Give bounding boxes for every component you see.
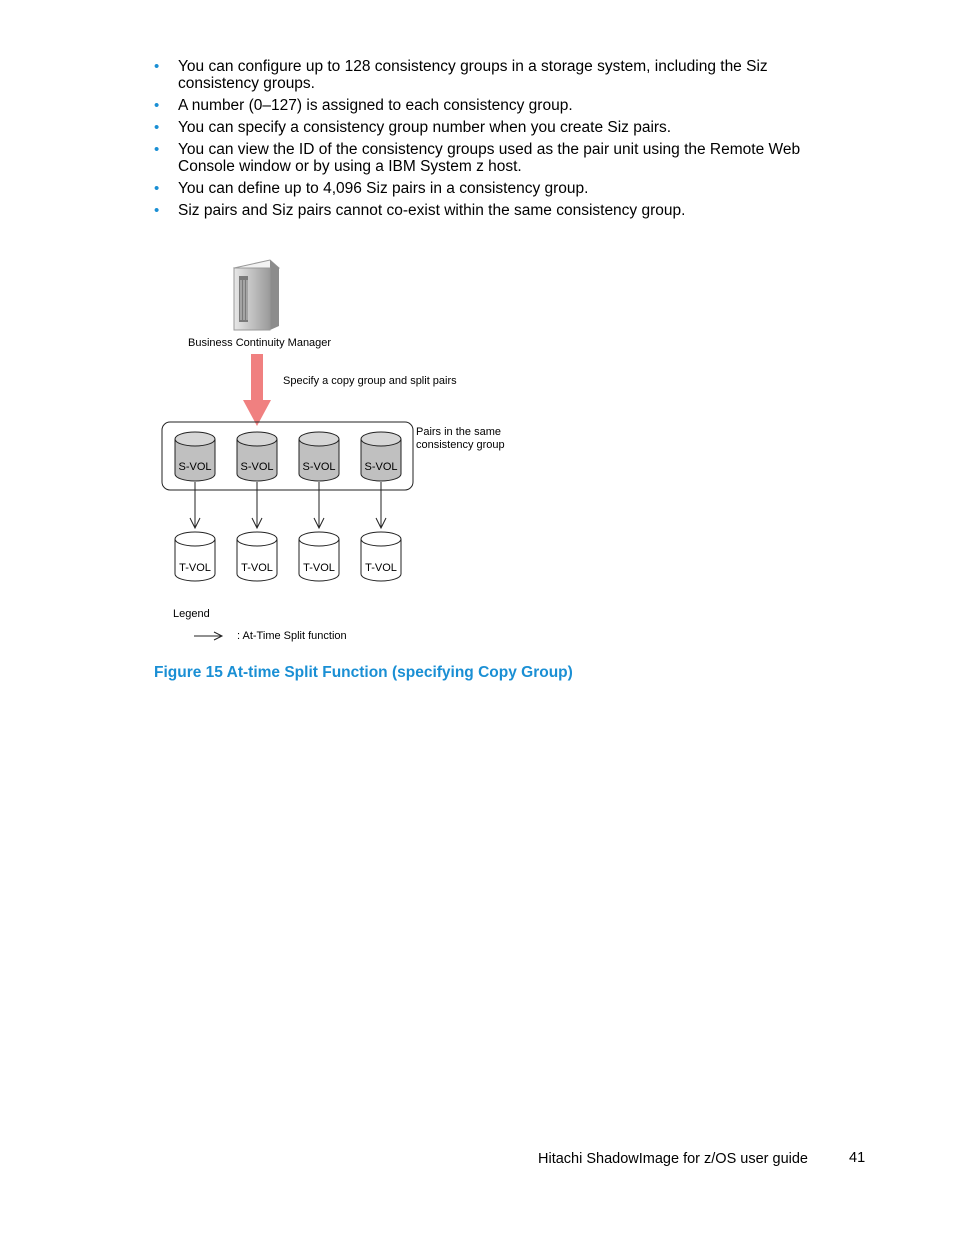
svol-cylinder <box>175 432 215 481</box>
svol-label: S-VOL <box>178 461 212 473</box>
bullet-item <box>152 97 842 114</box>
group-label-line1: Pairs in the same <box>416 426 501 438</box>
group-label-line2: consistency group <box>416 439 505 451</box>
tvol-cylinder <box>361 532 401 581</box>
bullet-item <box>152 119 842 136</box>
split-request-arrow <box>243 354 271 426</box>
server-icon <box>234 260 279 330</box>
svol-label: S-VOL <box>240 461 274 473</box>
svol-cylinder <box>361 432 401 481</box>
bullet-item <box>152 202 842 219</box>
manager-label: Business Continuity Manager <box>188 337 332 349</box>
bullet-icon: • <box>154 180 160 197</box>
action-label: Specify a copy group and split pairs <box>283 375 457 387</box>
footer-title: Hitachi ShadowImage for z/OS user guide <box>538 1151 808 1167</box>
bullet-item <box>152 141 842 175</box>
bullet-icon: • <box>154 58 160 75</box>
tvol-label: T-VOL <box>303 562 335 574</box>
bullet-item <box>152 180 842 197</box>
split-arrow <box>376 482 386 528</box>
bullet-icon: • <box>154 97 160 114</box>
bullet-icon: • <box>154 119 160 136</box>
split-arrow <box>190 482 200 528</box>
legend-arrow-icon <box>194 632 222 640</box>
split-arrow <box>252 482 262 528</box>
bullet-text: Siz pairs and Siz pairs cannot co-exist within the same consistency group. <box>178 202 686 219</box>
figure-caption: Figure 15 At-time Split Function (specifying Copy Group) <box>154 664 573 681</box>
bullet-list <box>152 58 842 224</box>
tvol-label: T-VOL <box>179 562 211 574</box>
bullet-text: You can view the ID of the consistency groups used as the pair unit using the Remote Web Console window or by using a IBM System z host. <box>178 141 801 175</box>
svol-cylinder <box>237 432 277 481</box>
split-arrow <box>314 482 324 528</box>
tvol-label: T-VOL <box>365 562 397 574</box>
legend-title: Legend <box>173 608 210 620</box>
bullet-text: You can define up to 4,096 Siz pairs in a consistency group. <box>178 180 589 197</box>
tvol-cylinder <box>237 532 277 581</box>
bullet-text: You can specify a consistency group number when you create Siz pairs. <box>178 119 672 136</box>
svol-label: S-VOL <box>364 461 398 473</box>
bullet-text: A number (0–127) is assigned to each consistency group. <box>178 97 573 114</box>
tvol-label: T-VOL <box>241 562 273 574</box>
legend-item-label: : At-Time Split function <box>237 630 347 642</box>
svol-cylinder <box>299 432 339 481</box>
bullet-text: You can configure up to 128 consistency groups in a storage system, including the Siz consistency groups. <box>178 58 768 92</box>
bullet-icon: • <box>154 141 160 158</box>
svol-label: S-VOL <box>302 461 336 473</box>
tvol-cylinder <box>175 532 215 581</box>
bullet-item <box>152 58 842 92</box>
bullet-icon: • <box>154 202 160 219</box>
page-number: 41 <box>849 1150 866 1166</box>
split-function-diagram <box>150 250 570 650</box>
tvol-cylinder <box>299 532 339 581</box>
